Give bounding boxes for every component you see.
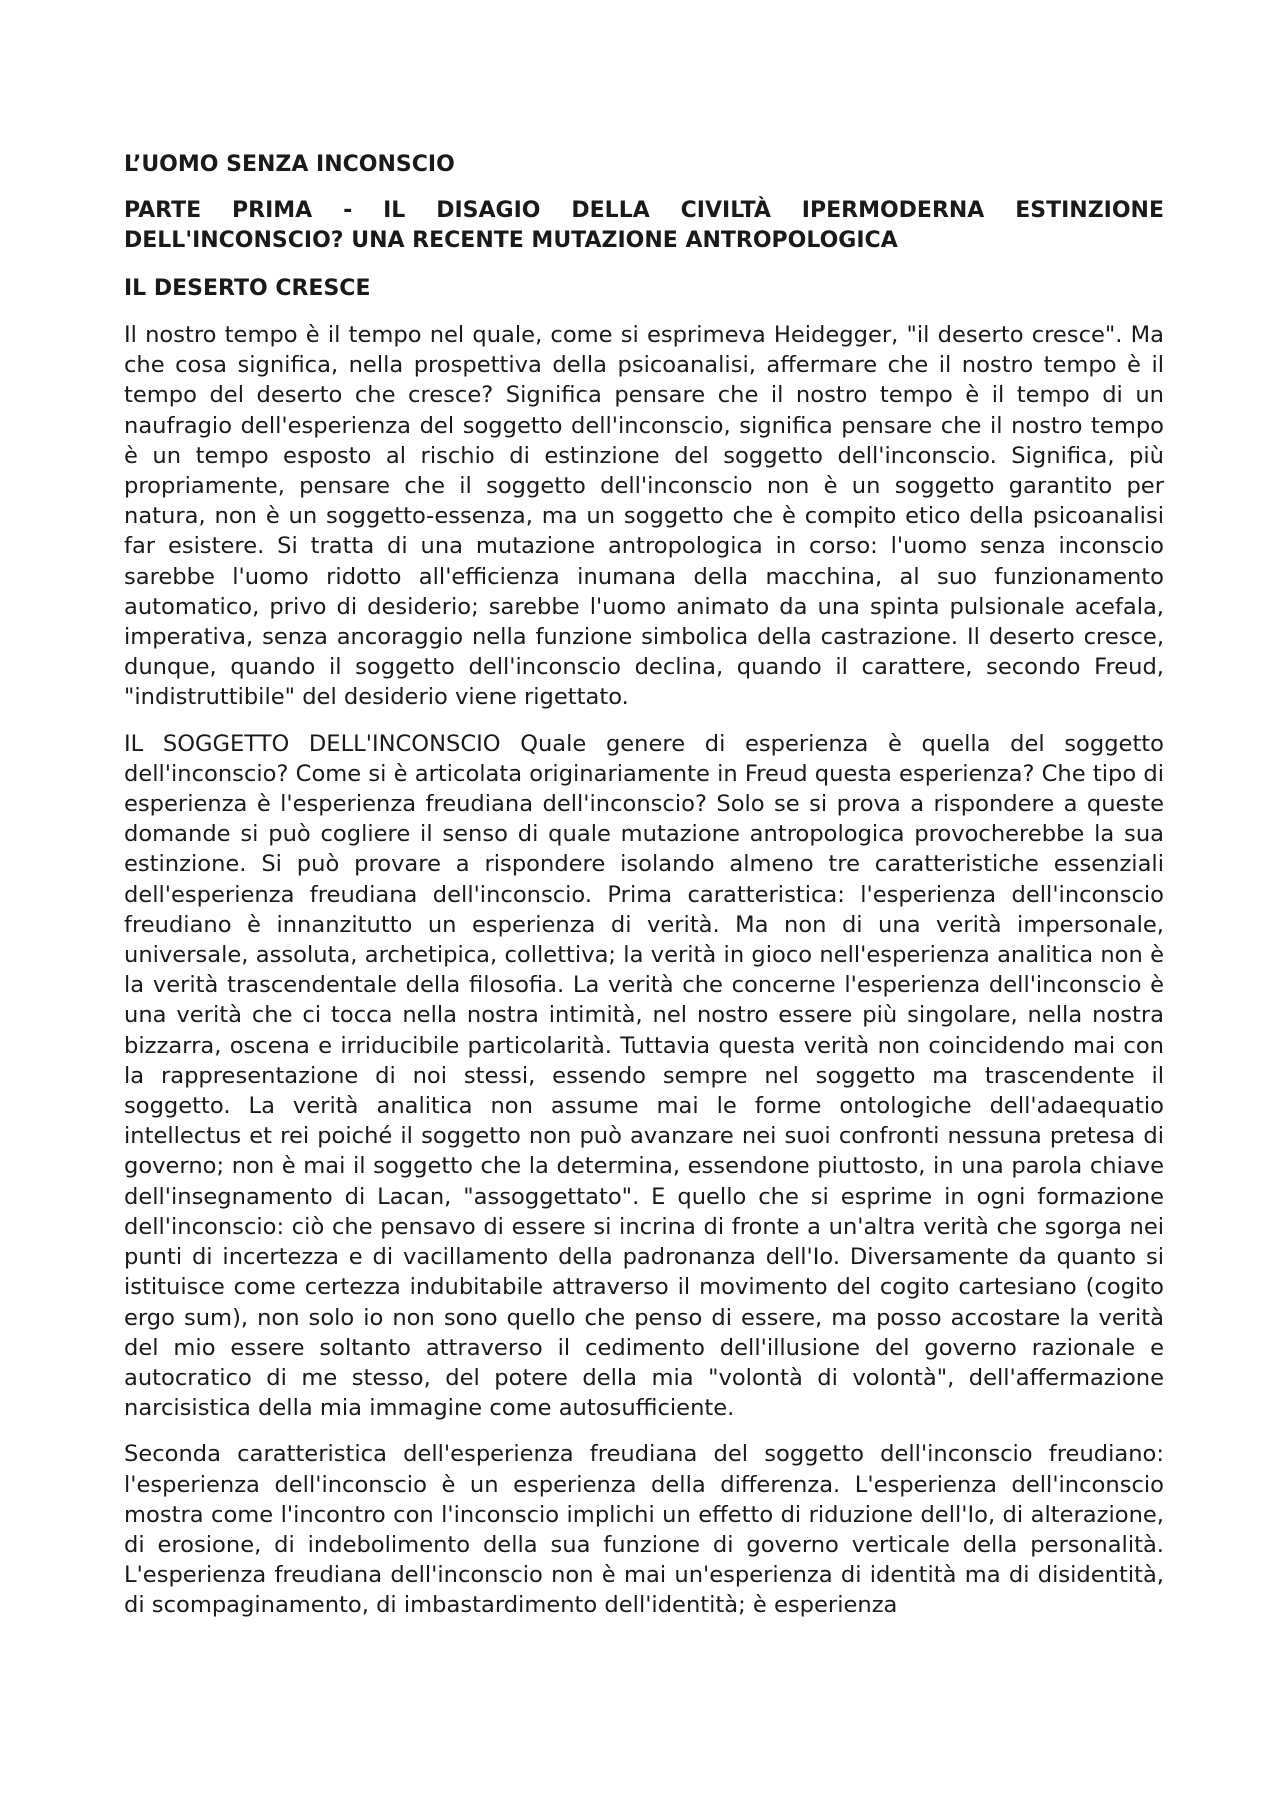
section-heading: IL DESERTO CRESCE — [124, 276, 371, 301]
body-paragraph: IL SOGGETTO DELL'INCONSCIO Quale genere di esperienza è quella del soggetto dell'inconscio? Come si è articolata originariamente in Freud questa esperienza? Che tipo di esperienza è l'esperienza freudiana dell'inconscio? Solo se si prova a rispondere a queste domande si può cogliere il senso di quale mutazione antropologica provocherebbe la sua estinzione. Si può provare a rispondere isolando almeno tre caratteristiche essenziali dell'esperienza freudiana dell'inconscio. Prima caratteristica: l'esperienza dell'inconscio freudiano è innanzitutto un esperienza di verità. Ma non di una verità impersonale, universale, assoluta, archetipica, collettiva; la verità in gioco nell'esperienza analitica non è la verità trascendentale della filosofia. La verità che concerne l'esperienza dell'inconscio è una verità che ci tocca nella nostra intimità, nel nostro essere più singolare, nella nostra bizzarra, oscena e irriducibile particolarità. Tuttavia questa verità non coincidendo mai con la rappresentazione di noi stessi, essendo sempre nel soggetto ma trascendente il soggetto. La verità analitica non assume mai le forme ontologiche dell'adaequatio intellectus et rei poiché il soggetto non può avanzare nei suoi confronti nessuna pretesa di governo; non è mai il soggetto che la determina, essendone piuttosto, in una parola chiave dell'insegnamento di Lacan, "assoggettato". E quello che si esprime in ogni formazione dell'inconscio: ciò che pensavo di essere si incrina di fronte a un'altra verità che sgorga nei punti di incertezza e di vacillamento della padronanza dell'Io. Diversamente da quanto si istituisce come certezza indubitabile attraverso il movimento del cogito cartesiano (cogito ergo sum), non solo io non sono quello che penso di essere, ma posso accostare la verità del mio essere soltanto attraverso il cedimento dell'illusione del governo razionale e autocratico di me stesso, del potere della mia "volontà di volontà", dell'affermazione narcisistica della mia immagine come autosufficiente. — [124, 730, 1164, 1422]
document-title: L’UOMO SENZA INCONSCIO — [124, 152, 455, 177]
body-paragraph: Il nostro tempo è il tempo nel quale, come si esprimeva Heidegger, "il deserto cresce". Ma che cosa significa, nella prospettiva della psicoanalisi, affermare che il nostro tempo è il tempo del deserto che cresce? Significa pensare che il nostro tempo è il tempo di un naufragio dell'esperienza del soggetto dell'inconscio, significa pensare che il nostro tempo è un tempo esposto al rischio di estinzione del soggetto dell'inconscio. Significa, più propriamente, pensare che il soggetto dell'inconscio non è un soggetto garantito per natura, non è un soggetto-essenza, ma un soggetto che è compito etico della psicoanalisi far esistere. Si tratta di una mutazione antropologica in corso: l'uomo senza inconscio sarebbe l'uomo ridotto all'efficienza inumana della macchina, al suo funzionamento automatico, privo di desiderio; sarebbe l'uomo animato da una spinta pulsionale acefala, imperativa, senza ancoraggio nella funzione simbolica della castrazione. Il deserto cresce, dunque, quando il soggetto dell'inconscio declina, quando il carattere, secondo Freud, "indistruttibile" del desiderio viene rigettato. — [124, 322, 1164, 711]
part-heading: PARTE PRIMA - IL DISAGIO DELLA CIVILTÀ IPERMODERNA ESTINZIONE DELL'INCONSCIO? UNA RECENTE MUTAZIONE ANTROPOLOGICA — [124, 198, 1164, 253]
body-paragraph: Seconda caratteristica dell'esperienza freudiana del soggetto dell'inconscio freudiano: l'esperienza dell'inconscio è un esperienza della differenza. L'esperienza dell'inconscio mostra come l'incontro con l'inconscio implichi un effetto di riduzione dell'Io, di alterazione, di erosione, di indebolimento della sua funzione di governo verticale della personalità. L'esperienza freudiana dell'inconscio non è mai un'esperienza di identità ma di disidentità, di scompaginamento, di imbastardimento dell'identità; è esperienza — [124, 1441, 1164, 1619]
document-page — [124, 150, 1164, 1621]
